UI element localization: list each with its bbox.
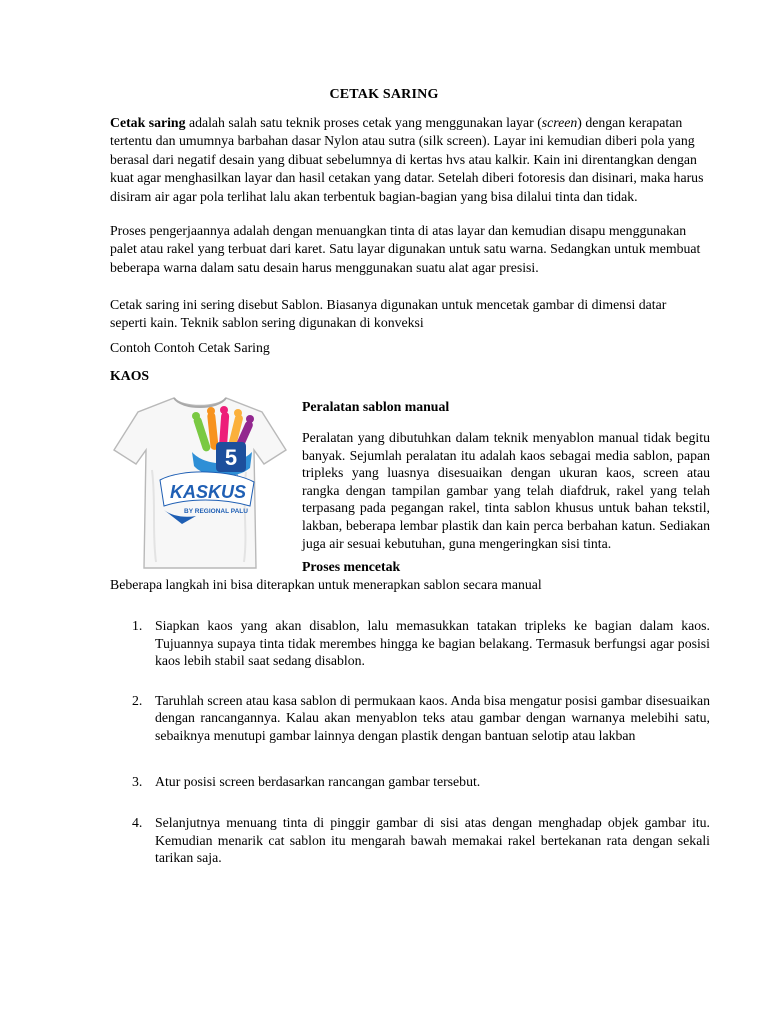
- list-item: [110, 814, 710, 867]
- step-text: Atur posisi screen berdasarkan rancangan gambar tersebut.: [155, 773, 481, 789]
- badge-number: 5: [224, 445, 238, 470]
- steps-list: [110, 617, 710, 891]
- term-screen: screen: [541, 115, 578, 130]
- list-item: [110, 692, 710, 745]
- step-number: 3.: [132, 773, 143, 789]
- tshirt-image: [112, 392, 288, 572]
- paragraph-process: Proses pengerjaannya adalah dengan menuangkan tinta di atas layar dan kemudian disapu menggunakan palet atau rakel yang terbuat dari karet. Satu layar digunakan untuk satu warna. Sedangkan untuk membuat beberapa warna dalam satu desain harus menggunakan suatu alat agar presisi.: [110, 223, 701, 275]
- term-cetak-saring: Cetak saring: [110, 115, 186, 130]
- step-number: 1.: [132, 618, 143, 633]
- step-number: 4.: [132, 815, 143, 831]
- heading-proses-mencetak: Proses mencetak: [302, 559, 401, 574]
- paragraph-intro-part-b: ) dengan kerapatan tertentu dan umumnya barbahan dasar Nylon atau sutra (silk screen). Layar ini kemudian diberi pola yang berasal dari negatif desain yang dibuat sebelumnya di kertas hvs atau kalkir. Kain ini direntangkan dengan kuat agar menghasilkan layar dan hasil cetakan yang datar. Setelah diberi fotoresis dan disinari, maka harus disiram air agar pola terlihat lalu akan terbentuk bagian-bagian yang bisa dilalui tinta dan tidak.: [110, 115, 704, 204]
- paragraph-peralatan: Peralatan yang dibutuhkan dalam teknik menyablon manual tidak begitu banyak. Sejumlah peralatan itu adalah kaos sebagai media sablon, papan tripleks yang luasnya disesuaikan dengan ukuran kaos, screen atau rangka dengan tampilan gambar yang telah diafdruk, rakel yang telah terpasang pada pegangan rakel, tinta sablon khusus untuk bahan tekstil, lakban, beberapa lembar plastik dan kain perca berbahan katun. Sediakan juga air sesuai kebutuhan, guna mengeringkan sisi tinta.: [302, 430, 710, 551]
- step-text: Taruhlah screen atau kasa sablon di permukaan kaos. Anda bisa mengatur posisi gambar disesuaikan dengan rancangannya. Kalau akan menyablon teks atau gambar dengan warnanya melebihi satu, sebaiknya menutupi gambar lainnya dengan plastik dengan bantuan selotip atau lakban: [155, 692, 710, 743]
- step-text: Selanjutnya menuang tinta di pinggir gambar di sisi atas dengan menghadap objek gambar itu. Kemudian menarik cat sablon itu mengarah bawah memakai rakel bertekanan rata dengan sekali tarikan saja.: [155, 815, 710, 866]
- logo-text: KASKUS: [169, 482, 247, 502]
- paragraph-sablon: Cetak saring ini sering disebut Sablon. Biasanya digunakan untuk mencetak gambar di dimensi datar seperti kain. Teknik sablon sering digunakan di konveksi: [110, 297, 667, 331]
- step-number: 2.: [132, 692, 143, 708]
- logo-subtext: BY REGIONAL PALU: [184, 508, 248, 515]
- page-title: CETAK SARING: [329, 87, 439, 102]
- paragraph-intro: [110, 114, 706, 206]
- steps-intro: Beberapa langkah ini bisa diterapkan untuk menerapkan sablon secara manual: [110, 577, 542, 592]
- heading-peralatan: Peralatan sablon manual: [302, 399, 450, 414]
- list-item: [110, 773, 710, 791]
- step-text: Siapkan kaos yang akan disablon, lalu memasukkan tatakan tripleks ke bagian dalam kaos. Tujuannya supaya tinta tidak merembes hingga ke bagian belakang. Termasuk berfungsi agar posisi kaos lebih stabil saat sedang disablon.: [155, 618, 710, 669]
- list-item: [110, 617, 710, 670]
- section-heading-kaos: KAOS: [110, 368, 150, 383]
- paragraph-examples: Contoh Contoh Cetak Saring: [110, 340, 270, 355]
- paragraph-intro-part-a: adalah salah satu teknik proses cetak yang menggunakan layar (: [185, 115, 542, 130]
